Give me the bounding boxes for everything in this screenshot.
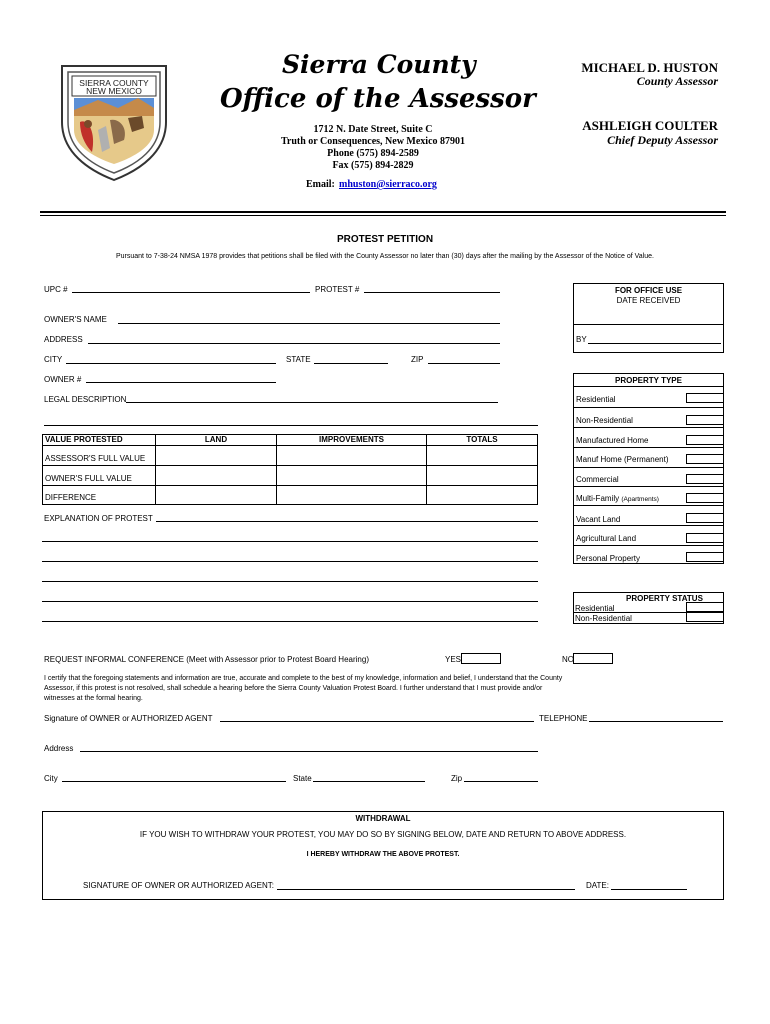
type-non-residential-checkbox[interactable] [686,415,724,425]
withdrawal-box [42,811,724,900]
conference-no-label: NO [562,655,574,664]
sig-zip-label: Zip [451,774,463,783]
assessor-name: MICHAEL D. HUSTON [581,60,718,75]
sig-state-label: State [293,774,312,783]
statute-text: Pursuant to 7-38-24 NMSA 1978 provides that petitions shall be filed with the County Assessor no later than (30) days after the mailing by the Assessor of the Notice of Value. [115,253,654,260]
sig-state-field[interactable] [313,781,425,782]
explanation-label: EXPLANATION OF PROTEST [44,514,153,523]
value-row-assessor-label: ASSESSOR'S FULL VALUE [42,445,156,466]
office-name-line2: Office of the Assessor [220,84,536,114]
protest-field[interactable] [364,292,500,293]
telephone-label: TELEPHONE [539,714,588,723]
state-label: STATE [286,355,311,364]
type-manufactured-home-label: Manufactured Home [576,436,649,445]
legal-description-label: LEGAL DESCRIPTION [44,395,127,404]
certify-line-3: witnesses at the formal hearing. [44,695,143,702]
signature-field[interactable] [220,721,534,722]
assessor-improvements-cell[interactable] [276,445,427,466]
assessor-totals-cell[interactable] [426,445,538,466]
type-residential-label: Residential [576,395,616,404]
value-row-difference-label: DIFFERENCE [42,485,156,505]
by-field[interactable] [588,343,721,344]
owner-improvements-cell[interactable] [276,465,427,486]
withdrawal-instruction: IF YOU WISH TO WITHDRAW YOUR PROTEST, YOU MAY DO SO BY SIGNING BELOW, DATE AND RETURN TO ABOVE ADDRESS. [139,830,627,839]
withdrawal-signature-label: SIGNATURE OF OWNER OR AUTHORIZED AGENT: [83,881,274,890]
upc-field[interactable] [72,292,310,293]
withdrawal-signature-field[interactable] [277,889,575,890]
withdrawal-date-field[interactable] [611,889,687,890]
type-residential-checkbox[interactable] [686,393,724,403]
row-divider [574,467,723,468]
explanation-field-1[interactable] [156,521,538,522]
type-manufactured-home-checkbox[interactable] [686,435,724,445]
type-vacant-land-label: Vacant Land [576,515,621,524]
property-status-title: PROPERTY STATUS [626,594,703,603]
sig-city-label: City [44,774,58,783]
city-field[interactable] [66,363,276,364]
type-multi-family-text: Multi-Family [576,494,620,503]
row-divider [574,525,723,526]
type-commercial-checkbox[interactable] [686,474,724,484]
explanation-field-2[interactable] [42,541,538,542]
value-header-land: LAND [155,434,277,446]
value-header-totals: TOTALS [426,434,538,446]
row-divider [574,427,723,428]
office-street: 1712 N. Date Street, Suite C [313,124,433,135]
value-header-improvements: IMPROVEMENTS [276,434,427,446]
email-link[interactable]: mhuston@sierraco.org [339,179,437,190]
status-non-residential-checkbox[interactable] [686,612,724,622]
signature-label: Signature of OWNER or AUTHORIZED AGENT [44,714,213,723]
email-label: Email: [306,179,335,190]
deputy-title: Chief Deputy Assessor [607,133,718,147]
value-row-owner-label: OWNER'S FULL VALUE [42,465,156,486]
sig-address-label: Address [44,744,74,753]
conference-yes-label: YES [445,655,462,664]
sig-zip-field[interactable] [464,781,538,782]
county-seal [58,60,170,182]
type-multi-family-label [576,494,659,503]
owners-name-label: OWNER'S NAME [44,315,107,324]
form-title: PROTEST PETITION [336,234,434,245]
type-manuf-home-permanent-checkbox[interactable] [686,454,724,464]
property-type-header-line [574,386,723,387]
certify-line-1: I certify that the foregoing statements and information are true, accurate and complete to the best of my knowledge, information and belief, I understand that the County [44,675,563,682]
assessor-land-cell[interactable] [155,445,277,466]
office-city: Truth or Consequences, New Mexico 87901 [280,136,466,147]
type-manuf-home-permanent-label: Manuf Home (Permanent) [576,455,669,464]
address-field[interactable] [88,343,500,344]
property-type-box [573,373,724,564]
type-vacant-land-checkbox[interactable] [686,513,724,523]
row-divider [574,505,723,506]
difference-totals-cell[interactable] [426,485,538,505]
row-divider [574,545,723,546]
conference-yes-checkbox[interactable] [461,653,501,664]
owner-num-label: OWNER # [44,375,82,384]
row-divider [574,486,723,487]
value-header-protested: VALUE PROTESTED [42,434,156,446]
certify-line-2: Assessor, if this protest is not resolved, shall schedule a hearing before the Sierra County Valuation Protest Board. I further understand that I must provide and/or [44,685,543,692]
office-use-divider [574,324,723,325]
type-agricultural-land-label: Agricultural Land [576,534,637,543]
status-residential-label: Residential [575,604,615,613]
status-non-residential-label: Non-Residential [575,614,632,623]
row-divider [574,447,723,448]
office-fax: Fax (575) 894-2829 [332,160,414,171]
state-field[interactable] [314,363,388,364]
conference-no-checkbox[interactable] [573,653,613,664]
type-agricultural-land-checkbox[interactable] [686,533,724,543]
type-personal-property-checkbox[interactable] [686,552,724,562]
withdrawal-statement: I HEREBY WITHDRAW THE ABOVE PROTEST. [306,851,460,858]
office-use-box [573,283,724,353]
status-residential-checkbox[interactable] [686,602,724,612]
row-divider [574,407,723,408]
sig-city-field[interactable] [62,781,286,782]
legal-description-field-2[interactable] [44,425,538,426]
date-received-label: DATE RECEIVED [616,296,681,305]
property-type-title: PROPERTY TYPE [615,376,682,385]
seal-text: SIERRA COUNTY NEW MEXICO [79,78,149,96]
office-phone: Phone (575) 894-2589 [327,148,419,159]
owner-totals-cell[interactable] [426,465,538,486]
difference-improvements-cell[interactable] [276,485,427,505]
office-name-line1: Sierra County [282,50,476,79]
city-label: CITY [44,355,63,364]
owner-num-field[interactable] [86,382,276,383]
upc-label: UPC # [44,285,68,294]
difference-land-cell[interactable] [155,485,277,505]
property-status-box [573,592,724,624]
by-label: BY [576,335,587,344]
owner-land-cell[interactable] [155,465,277,486]
legal-description-field[interactable] [126,402,498,403]
owners-name-field[interactable] [118,323,500,324]
sig-address-field[interactable] [80,751,538,752]
type-personal-property-label: Personal Property [576,554,641,563]
explanation-field-6[interactable] [42,621,538,622]
explanation-field-3[interactable] [42,561,538,562]
assessor-title: County Assessor [636,74,718,88]
conference-label: REQUEST INFORMAL CONFERENCE (Meet with Assessor prior to Protest Board Hearing) [44,655,369,664]
header-divider [40,211,726,216]
explanation-field-5[interactable] [42,601,538,602]
type-multi-family-checkbox[interactable] [686,493,724,503]
type-commercial-label: Commercial [576,475,619,484]
zip-field[interactable] [428,363,500,364]
office-use-title: FOR OFFICE USE [614,286,683,295]
protest-label: PROTEST # [315,285,360,294]
zip-label: ZIP [411,355,424,364]
type-non-residential-label: Non-Residential [576,416,633,425]
type-multi-family-note: (Apartments) [621,496,659,503]
explanation-field-4[interactable] [42,581,538,582]
address-label: ADDRESS [44,335,83,344]
deputy-name: ASHLEIGH COULTER [582,118,718,133]
withdrawal-title: WITHDRAWAL [355,814,411,823]
telephone-field[interactable] [589,721,723,722]
withdrawal-date-label: DATE: [586,881,609,890]
